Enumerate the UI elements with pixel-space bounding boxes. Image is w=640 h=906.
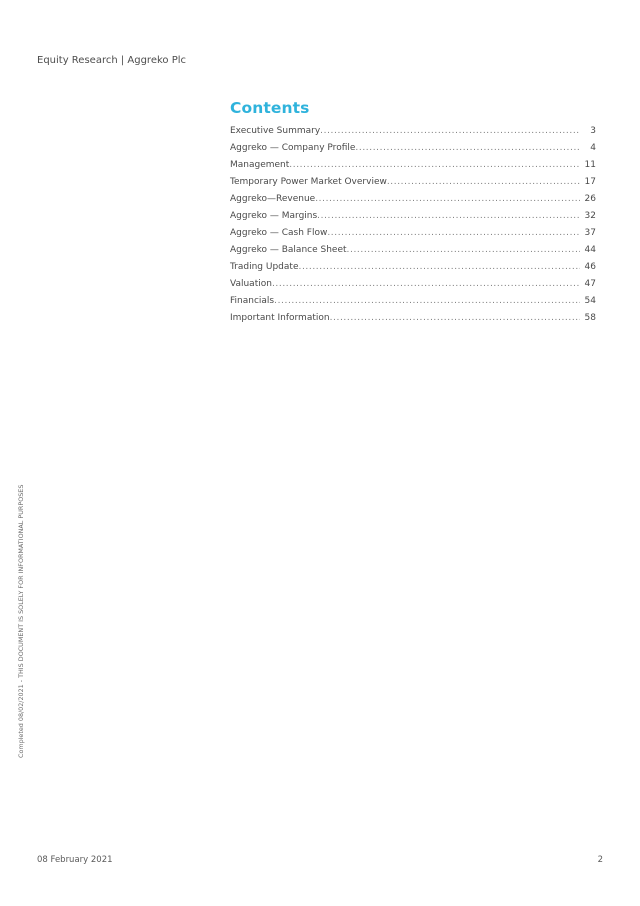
dot-leader — [315, 194, 580, 204]
toc-item-page: 37 — [584, 228, 596, 238]
toc-item-label: Aggreko — Cash Flow — [230, 228, 328, 238]
toc-item[interactable] — [230, 211, 596, 228]
toc-item[interactable] — [230, 126, 596, 143]
dot-leader — [327, 228, 580, 238]
toc-item-page: 44 — [584, 245, 596, 255]
dot-leader — [274, 296, 580, 306]
toc-item-page: 47 — [584, 279, 596, 289]
toc-item-label: Executive Summary — [230, 126, 321, 136]
toc-item-label: Aggreko — Company Profile — [230, 143, 356, 153]
toc-item-page: 4 — [590, 143, 596, 153]
dot-leader — [289, 160, 580, 170]
toc-item-label: Financials — [230, 296, 275, 306]
dot-leader — [298, 262, 580, 272]
dot-leader — [355, 143, 580, 153]
toc-item[interactable] — [230, 262, 596, 279]
toc-item-label: Temporary Power Market Overview — [230, 177, 387, 187]
toc-item[interactable] — [230, 160, 596, 177]
dot-leader — [320, 126, 580, 136]
toc-item-page: 3 — [590, 126, 596, 136]
toc-item[interactable] — [230, 228, 596, 245]
toc-item-label: Valuation — [230, 279, 272, 289]
toc-item-page: 32 — [584, 211, 596, 221]
footer-date: 08 February 2021 — [37, 855, 113, 865]
dot-leader — [387, 177, 580, 187]
table-of-contents — [230, 99, 596, 330]
toc-item-page: 46 — [584, 262, 596, 272]
toc-item[interactable] — [230, 296, 596, 313]
toc-item-label: Aggreko — Margins — [230, 211, 318, 221]
dot-leader — [347, 245, 580, 255]
toc-item-page: 11 — [584, 160, 596, 170]
toc-item-label: Trading Update — [230, 262, 299, 272]
side-disclaimer: Completed 08/02/2021 - THIS DOCUMENT IS SOLELY FOR INFORMATIONAL PURPOSES — [17, 484, 25, 758]
toc-list — [230, 126, 596, 330]
page-header: Equity Research | Aggreko Plc — [37, 55, 187, 66]
dot-leader — [330, 313, 580, 323]
toc-item-label: Aggreko—Revenue — [230, 194, 316, 204]
toc-item-page: 26 — [584, 194, 596, 204]
toc-item[interactable] — [230, 177, 596, 194]
toc-item-page: 54 — [584, 296, 596, 306]
dot-leader — [272, 279, 580, 289]
dot-leader — [317, 211, 580, 221]
toc-item-label: Important Information — [230, 313, 330, 323]
toc-item[interactable] — [230, 279, 596, 296]
toc-item-label: Aggreko — Balance Sheet — [230, 245, 347, 255]
footer-page-number: 2 — [597, 855, 603, 865]
toc-item[interactable] — [230, 245, 596, 262]
toc-item-page: 58 — [584, 313, 596, 323]
toc-item-page: 17 — [584, 177, 596, 187]
contents-title: Contents — [230, 99, 310, 117]
toc-item-label: Management — [230, 160, 290, 170]
toc-item[interactable] — [230, 194, 596, 211]
toc-item[interactable] — [230, 143, 596, 160]
toc-item[interactable] — [230, 313, 596, 330]
